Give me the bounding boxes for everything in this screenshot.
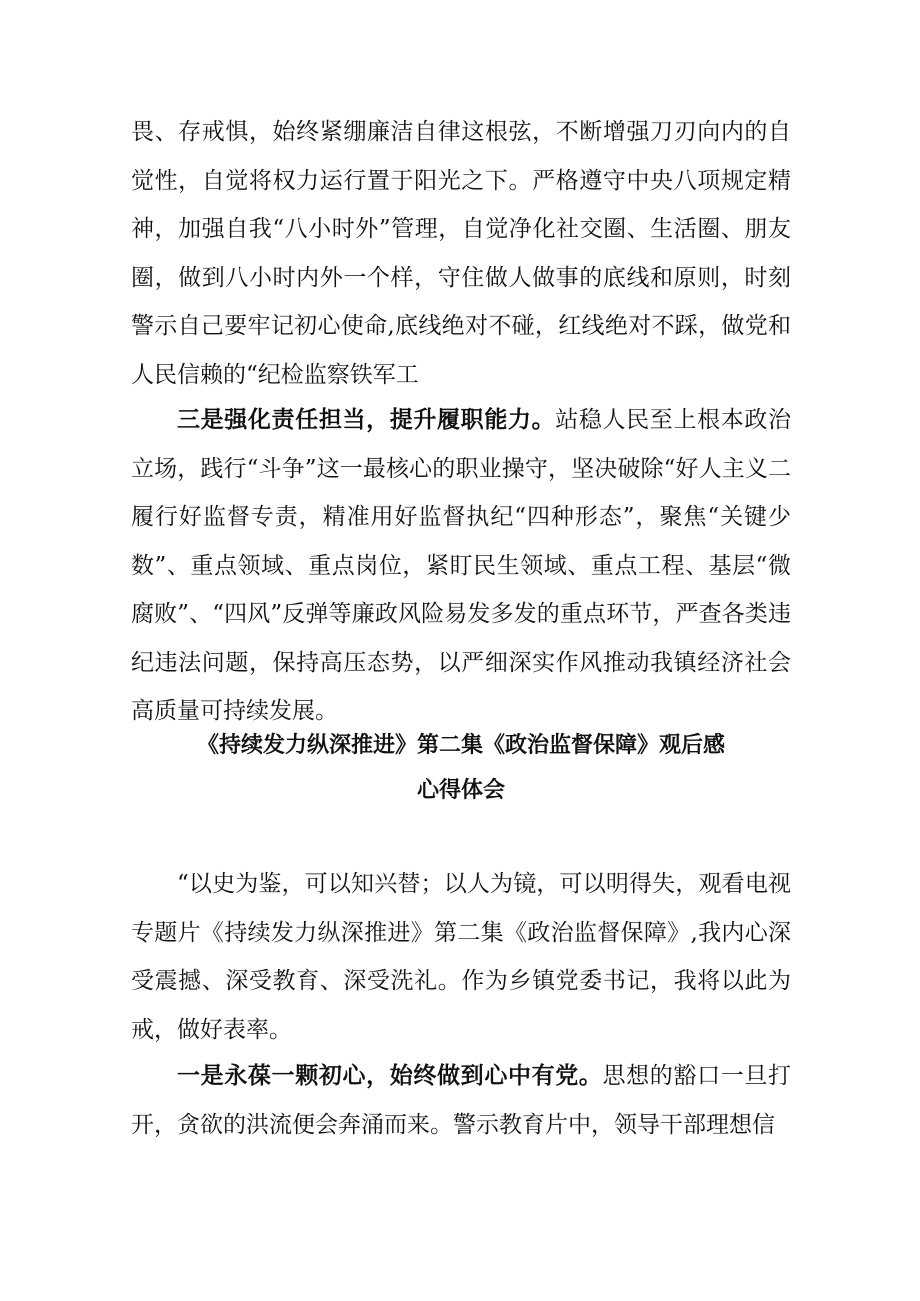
paragraph-continuation: 畏、存戒惧，始终紧绷廉洁自律这根弦，不断增强刀刃向内的自觉性，自觉将权力运行置于阳光之下。严格遵守中央八项规定精神，加强自我“八小时外”管理，自觉净化社交圈、生活圈、朋友圈，做到八小时内外一个样，守住做人做事的底线和原则，时刻警示自己要牢记初心使命,底线绝对不碰，红线绝对不踩，做党和人民信赖的“纪检监察铁军工 [131,119,791,388]
paragraph-lead-heading: 三是强化责任担当，提升履职能力。 [177,407,556,433]
paragraph-first-point [131,1052,791,1149]
paragraph-body: 思想的豁口一旦打开，贪欲的洪流便会奔涌而来。警示教育片中，领导干部理想信 [131,1063,792,1138]
article-intro-paragraph: “以史为鉴，可以知兴替；以人为镜，可以明得失，观看电视专题片《持续发力纵深推进》第二集《政治监督保障》,我内心深受震撼、深受教育、深受洗礼。作为乡镇党委书记，我将以此为戒，做好表率。 [131,871,791,1043]
paragraph-lead-heading: 一是永葆一颗初心，始终做到心中有党。 [177,1063,603,1089]
paragraph-third-point [131,396,791,736]
article-subtitle: 心得体会 [416,778,505,803]
paragraph-body: 站稳人民至上根本政治立场，践行“斗争”这一最核心的职业操守，坚决破除“好人主义二履行好监督专责，精准用好监督执纪“四种形态”，聚焦“关键少数”、重点领域、重点岗位，紧盯民生领域、重点工程、基层“微腐败”、“四风”反弹等廉政风险易发多发的重点环节，严查各类违纪违法问题，保持高压态势，以严细深实作风推动我镇经济社会高质量可持续发展。 [131,407,792,724]
article-title: 《持续发力纵深推进》第二集《政治监督保障》观后感 [196,733,725,758]
